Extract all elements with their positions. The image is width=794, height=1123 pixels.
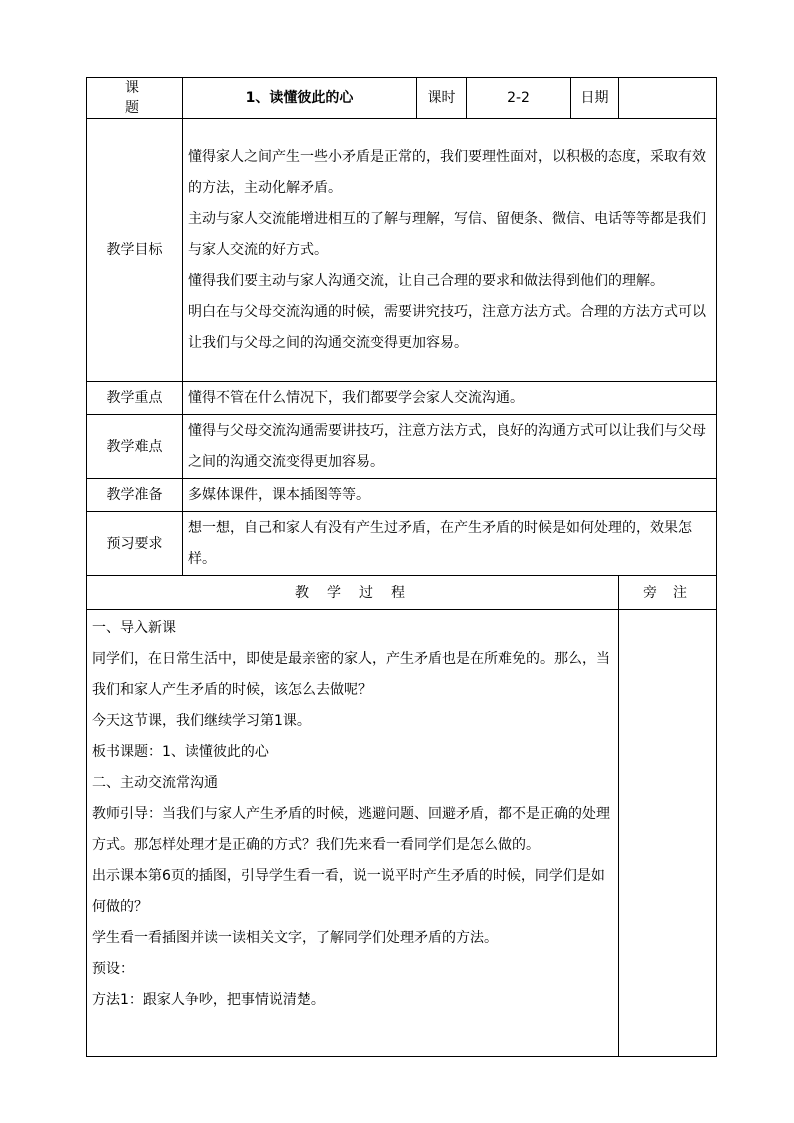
preparation-text: 多媒体课件，课本插图等等。 [183, 479, 717, 512]
process-line: 一、导入新课 [92, 620, 176, 636]
process-header-row [87, 576, 717, 610]
process-body-row [87, 610, 717, 1057]
preview-label: 预习要求 [87, 512, 183, 576]
topic-value: 1、读懂彼此的心 [183, 78, 417, 119]
period-value: 2-2 [467, 78, 571, 119]
header-row [87, 78, 717, 119]
key-point-text: 懂得不管在什么情况下，我们都要学会家人交流沟通。 [183, 382, 717, 415]
process-line: 同学们，在日常生活中，即使是最亲密的家人，产生矛盾也是在所难免的。那么，当我们和家人产生矛盾的时候，该怎么去做呢？ [92, 651, 610, 698]
objectives-row [87, 119, 717, 382]
process-line: 学生看一看插图并读一读相关文字，了解同学们处理矛盾的方法。 [92, 930, 498, 946]
key-point-label: 教学重点 [87, 382, 183, 415]
objective-item: 懂得家人之间产生一些小矛盾是正常的，我们要理性面对，以积极的态度，采取有效的方法，主动化解矛盾。 [188, 148, 706, 196]
process-line: 方法1：跟家人争吵，把事情说清楚。 [92, 992, 325, 1008]
preview-text: 想一想，自己和家人有没有产生过矛盾，在产生矛盾的时候是如何处理的，效果怎样。 [188, 519, 692, 567]
key-point-row [87, 382, 717, 415]
lesson-plan-table [86, 77, 717, 1057]
objective-item: 懂得我们要主动与家人沟通交流，让自己合理的要求和做法得到他们的理解。 [188, 272, 664, 289]
objectives-content [183, 119, 717, 382]
difficulty-label: 教学难点 [87, 415, 183, 479]
objective-item: 明白在与父母交流沟通的时候，需要讲究技巧，注意方法方式。合理的方法方式可以让我们与父母之间的沟通交流变得更加容易。 [188, 303, 706, 351]
difficulty-content [183, 415, 717, 479]
lesson-plan-sheet [86, 77, 716, 1057]
process-line: 今天这节课，我们继续学习第1课。 [92, 713, 311, 729]
process-line: 出示课本第6页的插图，引导学生看一看，说一说平时产生矛盾的时候，同学们是如何做的？ [92, 868, 605, 915]
date-value [619, 78, 717, 119]
preview-content [183, 512, 717, 576]
difficulty-row [87, 415, 717, 479]
topic-label: 课 题 [87, 78, 183, 119]
period-label: 课时 [417, 78, 467, 119]
process-header: 教学过程 [87, 576, 619, 610]
date-label: 日期 [571, 78, 619, 119]
process-line: 二、主动交流常沟通 [92, 775, 218, 791]
process-line: 预设： [92, 961, 134, 977]
process-line: 板书课题：1、读懂彼此的心 [92, 744, 269, 760]
preparation-label: 教学准备 [87, 479, 183, 512]
preparation-row [87, 479, 717, 512]
process-content [87, 610, 619, 1057]
side-note-cell [619, 610, 717, 1057]
process-line: 教师引导：当我们与家人产生矛盾的时候，逃避问题、回避矛盾，都不是正确的处理方式。那怎样处理才是正确的方式？我们先来看一看同学们是怎么做的。 [92, 806, 610, 853]
side-note-header: 旁注 [619, 576, 717, 610]
preview-row [87, 512, 717, 576]
objective-item: 主动与家人交流能增进相互的了解与理解，写信、留便条、微信、电话等等都是我们与家人交流的好方式。 [188, 210, 706, 258]
objectives-label: 教学目标 [87, 119, 183, 382]
difficulty-text: 懂得与父母交流沟通需要讲技巧，注意方法方式，良好的沟通方式可以让我们与父母之间的沟通交流变得更加容易。 [188, 422, 706, 470]
